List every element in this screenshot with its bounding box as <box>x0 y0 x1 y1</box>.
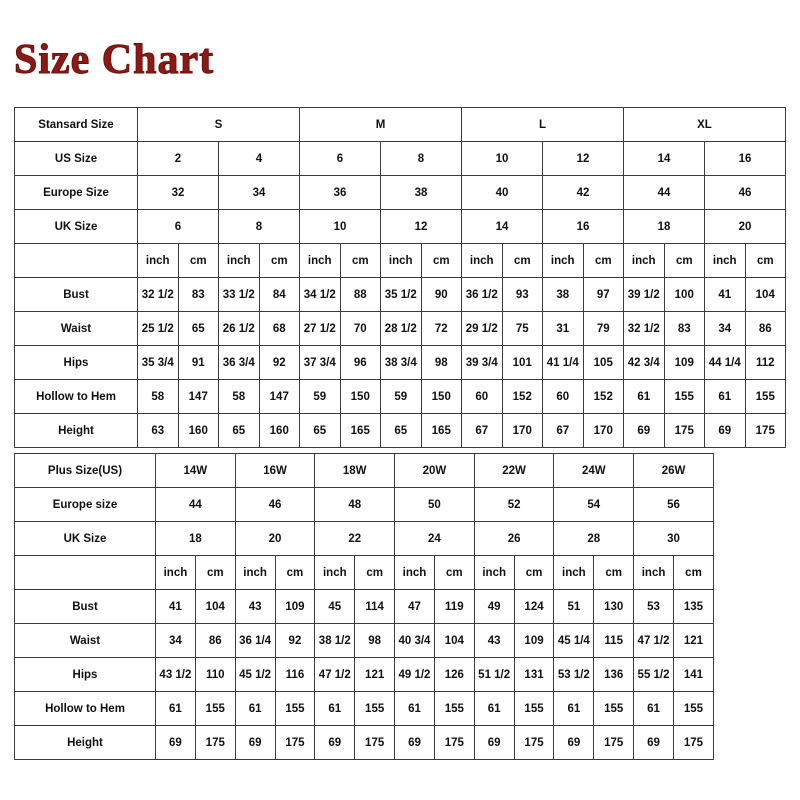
plus-corner-label: Plus Size(US) <box>15 454 156 488</box>
unit-cell: inch <box>300 244 341 278</box>
unit-cell: inch <box>543 244 584 278</box>
table-row <box>15 658 714 692</box>
size-group-l: L <box>462 108 624 142</box>
row-label: Europe Size <box>15 176 138 210</box>
cell: 60 <box>462 380 503 414</box>
size-group-m: M <box>300 108 462 142</box>
cell: 67 <box>543 414 584 448</box>
cell: 165 <box>421 414 462 448</box>
cell: 28 1/2 <box>381 312 422 346</box>
cell: 97 <box>583 278 624 312</box>
cell: 46 <box>235 488 315 522</box>
row-label: Hollow to Hem <box>15 380 138 414</box>
cell: 69 <box>156 726 196 760</box>
cell: 69 <box>634 726 674 760</box>
cell: 105 <box>583 346 624 380</box>
cell: 175 <box>745 414 786 448</box>
unit-cell: inch <box>624 244 665 278</box>
cell: 34 <box>705 312 746 346</box>
cell: 35 3/4 <box>138 346 179 380</box>
cell: 16 <box>543 210 624 244</box>
cell: 65 <box>381 414 422 448</box>
cell: 40 3/4 <box>395 624 435 658</box>
row-label: Waist <box>15 624 156 658</box>
cell: 63 <box>138 414 179 448</box>
cell: 58 <box>138 380 179 414</box>
table-row <box>15 488 714 522</box>
cell: 135 <box>673 590 713 624</box>
cell: 43 <box>235 590 275 624</box>
cell: 155 <box>745 380 786 414</box>
cell: 88 <box>340 278 381 312</box>
unit-cell: cm <box>594 556 634 590</box>
cell: 115 <box>594 624 634 658</box>
cell: 83 <box>178 278 219 312</box>
cell: 68 <box>259 312 300 346</box>
cell: 27 1/2 <box>300 312 341 346</box>
table-row <box>15 176 786 210</box>
unit-cell: cm <box>275 556 315 590</box>
cell: 51 1/2 <box>474 658 514 692</box>
cell: 59 <box>300 380 341 414</box>
cell: 175 <box>673 726 713 760</box>
cell: 34 1/2 <box>300 278 341 312</box>
cell: 92 <box>259 346 300 380</box>
cell: 47 1/2 <box>315 658 355 692</box>
cell: 59 <box>381 380 422 414</box>
cell: 44 1/4 <box>705 346 746 380</box>
unit-cell: inch <box>235 556 275 590</box>
cell: 152 <box>502 380 543 414</box>
cell: 38 1/2 <box>315 624 355 658</box>
plus-size-22w: 22W <box>474 454 554 488</box>
cell: 29 1/2 <box>462 312 503 346</box>
row-label: Waist <box>15 312 138 346</box>
row-label: Bust <box>15 590 156 624</box>
table-row <box>15 142 786 176</box>
cell: 31 <box>543 312 584 346</box>
cell: 14 <box>462 210 543 244</box>
cell: 155 <box>514 692 554 726</box>
cell: 54 <box>554 488 634 522</box>
cell: 130 <box>594 590 634 624</box>
cell: 100 <box>664 278 705 312</box>
cell: 170 <box>583 414 624 448</box>
cell: 136 <box>594 658 634 692</box>
cell: 18 <box>624 210 705 244</box>
cell: 155 <box>275 692 315 726</box>
cell: 91 <box>178 346 219 380</box>
table-row <box>15 414 786 448</box>
cell: 32 <box>138 176 219 210</box>
cell: 175 <box>594 726 634 760</box>
cell: 69 <box>315 726 355 760</box>
cell: 26 <box>474 522 554 556</box>
cell: 46 <box>705 176 786 210</box>
unit-cell: cm <box>178 244 219 278</box>
unit-cell: inch <box>138 244 179 278</box>
cell: 69 <box>624 414 665 448</box>
cell: 8 <box>219 210 300 244</box>
cell: 42 3/4 <box>624 346 665 380</box>
cell: 93 <box>502 278 543 312</box>
cell: 131 <box>514 658 554 692</box>
cell: 55 1/2 <box>634 658 674 692</box>
cell: 170 <box>502 414 543 448</box>
cell: 18 <box>156 522 236 556</box>
cell: 109 <box>514 624 554 658</box>
cell: 155 <box>664 380 705 414</box>
cell: 8 <box>381 142 462 176</box>
cell: 86 <box>195 624 235 658</box>
cell: 141 <box>673 658 713 692</box>
unit-cell: inch <box>554 556 594 590</box>
cell: 90 <box>421 278 462 312</box>
cell: 41 1/4 <box>543 346 584 380</box>
cell: 12 <box>381 210 462 244</box>
cell: 109 <box>275 590 315 624</box>
size-group-s: S <box>138 108 300 142</box>
cell: 84 <box>259 278 300 312</box>
table-row <box>15 590 714 624</box>
cell: 160 <box>259 414 300 448</box>
unit-cell: cm <box>434 556 474 590</box>
cell: 36 1/2 <box>462 278 503 312</box>
cell: 155 <box>594 692 634 726</box>
cell: 72 <box>421 312 462 346</box>
cell: 42 <box>543 176 624 210</box>
cell: 47 1/2 <box>634 624 674 658</box>
table-row <box>15 312 786 346</box>
row-label: Hips <box>15 658 156 692</box>
cell: 36 <box>300 176 381 210</box>
standard-corner-label: Stansard Size <box>15 108 138 142</box>
cell: 61 <box>634 692 674 726</box>
unit-cell: inch <box>381 244 422 278</box>
unit-cell: inch <box>315 556 355 590</box>
cell: 20 <box>705 210 786 244</box>
plus-size-20w: 20W <box>395 454 475 488</box>
cell: 44 <box>156 488 236 522</box>
unit-cell: cm <box>583 244 624 278</box>
row-label: UK Size <box>15 522 156 556</box>
cell: 65 <box>300 414 341 448</box>
cell: 51 <box>554 590 594 624</box>
units-row-label <box>15 556 156 590</box>
cell: 43 1/2 <box>156 658 196 692</box>
cell: 4 <box>219 142 300 176</box>
row-label: Height <box>15 414 138 448</box>
row-label: Hollow to Hem <box>15 692 156 726</box>
cell: 86 <box>745 312 786 346</box>
unit-cell: inch <box>395 556 435 590</box>
cell: 69 <box>705 414 746 448</box>
cell: 101 <box>502 346 543 380</box>
cell: 104 <box>195 590 235 624</box>
cell: 155 <box>673 692 713 726</box>
cell: 30 <box>634 522 714 556</box>
cell: 155 <box>355 692 395 726</box>
cell: 38 <box>381 176 462 210</box>
size-group-xl: XL <box>624 108 786 142</box>
cell: 56 <box>634 488 714 522</box>
cell: 75 <box>502 312 543 346</box>
cell: 10 <box>300 210 381 244</box>
plus-size-table <box>14 453 714 760</box>
unit-cell: cm <box>340 244 381 278</box>
table-row <box>15 210 786 244</box>
cell: 41 <box>156 590 196 624</box>
cell: 98 <box>421 346 462 380</box>
cell: 69 <box>235 726 275 760</box>
cell: 165 <box>340 414 381 448</box>
cell: 175 <box>355 726 395 760</box>
cell: 53 1/2 <box>554 658 594 692</box>
standard-units-row <box>15 244 786 278</box>
cell: 34 <box>219 176 300 210</box>
cell: 147 <box>259 380 300 414</box>
unit-cell: inch <box>705 244 746 278</box>
unit-cell: cm <box>514 556 554 590</box>
unit-cell: inch <box>634 556 674 590</box>
cell: 114 <box>355 590 395 624</box>
cell: 45 1/2 <box>235 658 275 692</box>
cell: 175 <box>664 414 705 448</box>
cell: 38 3/4 <box>381 346 422 380</box>
cell: 12 <box>543 142 624 176</box>
cell: 92 <box>275 624 315 658</box>
cell: 121 <box>673 624 713 658</box>
plus-size-26w: 26W <box>634 454 714 488</box>
cell: 65 <box>219 414 260 448</box>
cell: 175 <box>434 726 474 760</box>
cell: 155 <box>434 692 474 726</box>
cell: 121 <box>355 658 395 692</box>
cell: 67 <box>462 414 503 448</box>
standard-group-header-row <box>15 108 786 142</box>
table-row <box>15 692 714 726</box>
unit-cell: cm <box>259 244 300 278</box>
unit-cell: inch <box>474 556 514 590</box>
row-label: Europe size <box>15 488 156 522</box>
cell: 61 <box>235 692 275 726</box>
cell: 150 <box>421 380 462 414</box>
standard-size-body <box>15 108 786 448</box>
cell: 41 <box>705 278 746 312</box>
unit-cell: inch <box>156 556 196 590</box>
cell: 61 <box>624 380 665 414</box>
cell: 175 <box>195 726 235 760</box>
cell: 98 <box>355 624 395 658</box>
cell: 39 3/4 <box>462 346 503 380</box>
cell: 34 <box>156 624 196 658</box>
cell: 160 <box>178 414 219 448</box>
cell: 96 <box>340 346 381 380</box>
cell: 52 <box>474 488 554 522</box>
cell: 119 <box>434 590 474 624</box>
unit-cell: cm <box>502 244 543 278</box>
row-label: Bust <box>15 278 138 312</box>
cell: 152 <box>583 380 624 414</box>
cell: 147 <box>178 380 219 414</box>
cell: 45 <box>315 590 355 624</box>
cell: 61 <box>474 692 514 726</box>
plus-units-row <box>15 556 714 590</box>
cell: 36 3/4 <box>219 346 260 380</box>
cell: 49 <box>474 590 514 624</box>
cell: 69 <box>474 726 514 760</box>
standard-size-table <box>14 107 786 448</box>
plus-size-24w: 24W <box>554 454 634 488</box>
cell: 43 <box>474 624 514 658</box>
unit-cell: cm <box>745 244 786 278</box>
cell: 26 1/2 <box>219 312 260 346</box>
unit-cell: inch <box>219 244 260 278</box>
cell: 104 <box>745 278 786 312</box>
cell: 155 <box>195 692 235 726</box>
unit-cell: inch <box>462 244 503 278</box>
plus-header-row <box>15 454 714 488</box>
units-row-label <box>15 244 138 278</box>
cell: 45 1/4 <box>554 624 594 658</box>
cell: 10 <box>462 142 543 176</box>
cell: 32 1/2 <box>624 312 665 346</box>
cell: 48 <box>315 488 395 522</box>
cell: 61 <box>156 692 196 726</box>
cell: 35 1/2 <box>381 278 422 312</box>
cell: 61 <box>395 692 435 726</box>
cell: 61 <box>554 692 594 726</box>
cell: 24 <box>395 522 475 556</box>
cell: 49 1/2 <box>395 658 435 692</box>
unit-cell: cm <box>421 244 462 278</box>
plus-size-18w: 18W <box>315 454 395 488</box>
table-row <box>15 380 786 414</box>
cell: 53 <box>634 590 674 624</box>
plus-size-16w: 16W <box>235 454 315 488</box>
cell: 38 <box>543 278 584 312</box>
unit-cell: cm <box>355 556 395 590</box>
cell: 116 <box>275 658 315 692</box>
cell: 70 <box>340 312 381 346</box>
cell: 36 1/4 <box>235 624 275 658</box>
cell: 6 <box>300 142 381 176</box>
plus-size-14w: 14W <box>156 454 236 488</box>
cell: 69 <box>554 726 594 760</box>
table-row <box>15 346 786 380</box>
row-label: Height <box>15 726 156 760</box>
plus-size-body <box>15 454 714 760</box>
cell: 28 <box>554 522 634 556</box>
cell: 39 1/2 <box>624 278 665 312</box>
cell: 104 <box>434 624 474 658</box>
cell: 124 <box>514 590 554 624</box>
cell: 65 <box>178 312 219 346</box>
table-row <box>15 278 786 312</box>
table-row <box>15 726 714 760</box>
cell: 60 <box>543 380 584 414</box>
cell: 20 <box>235 522 315 556</box>
cell: 110 <box>195 658 235 692</box>
cell: 2 <box>138 142 219 176</box>
cell: 37 3/4 <box>300 346 341 380</box>
cell: 175 <box>514 726 554 760</box>
cell: 58 <box>219 380 260 414</box>
unit-cell: cm <box>195 556 235 590</box>
cell: 175 <box>275 726 315 760</box>
cell: 61 <box>705 380 746 414</box>
page-title: Size Chart <box>14 37 215 83</box>
cell: 83 <box>664 312 705 346</box>
row-label: US Size <box>15 142 138 176</box>
cell: 33 1/2 <box>219 278 260 312</box>
cell: 32 1/2 <box>138 278 179 312</box>
unit-cell: cm <box>664 244 705 278</box>
table-row <box>15 624 714 658</box>
cell: 79 <box>583 312 624 346</box>
cell: 44 <box>624 176 705 210</box>
cell: 50 <box>395 488 475 522</box>
cell: 16 <box>705 142 786 176</box>
cell: 69 <box>395 726 435 760</box>
cell: 61 <box>315 692 355 726</box>
row-label: UK Size <box>15 210 138 244</box>
cell: 40 <box>462 176 543 210</box>
cell: 14 <box>624 142 705 176</box>
cell: 6 <box>138 210 219 244</box>
cell: 126 <box>434 658 474 692</box>
row-label: Hips <box>15 346 138 380</box>
cell: 109 <box>664 346 705 380</box>
cell: 150 <box>340 380 381 414</box>
cell: 25 1/2 <box>138 312 179 346</box>
cell: 47 <box>395 590 435 624</box>
cell: 22 <box>315 522 395 556</box>
table-row <box>15 522 714 556</box>
unit-cell: cm <box>673 556 713 590</box>
cell: 112 <box>745 346 786 380</box>
